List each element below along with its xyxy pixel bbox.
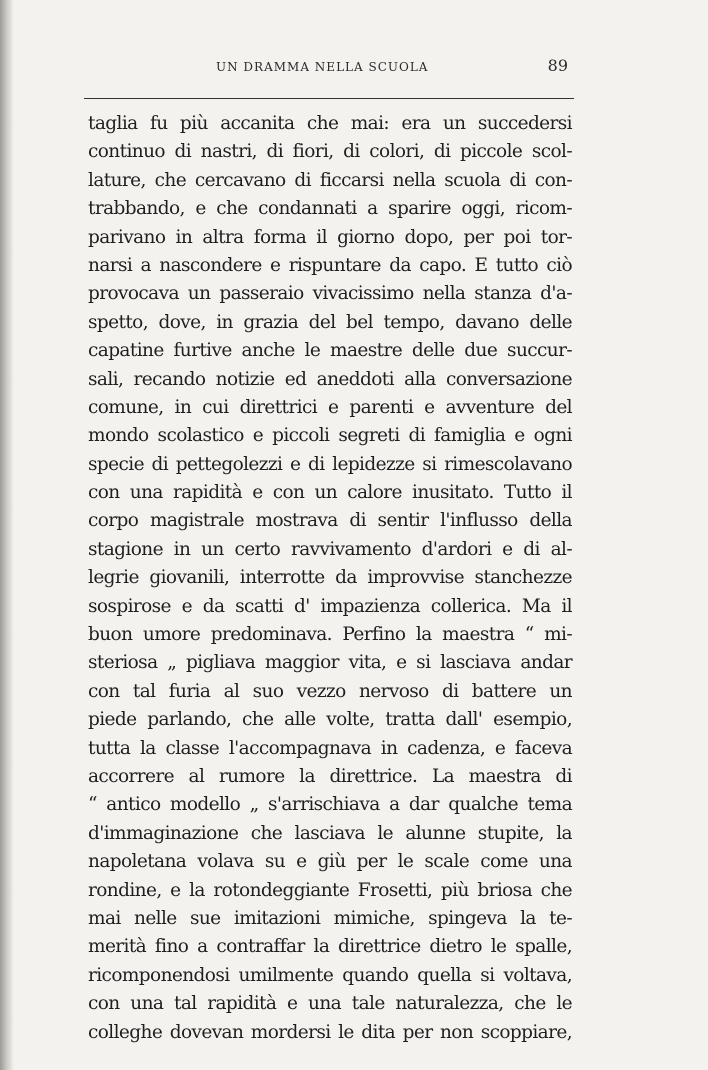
text-line: d'immaginazione che lasciava le alunne stupite, la: [88, 822, 572, 844]
running-title: UN DRAMMA NELLA SCUOLA: [216, 60, 429, 74]
text-line: rondine, e la rotondeggiante Frosetti, più briosa che: [88, 879, 572, 901]
text-line: spetto, dove, in grazia del bel tempo, davano delle: [88, 311, 572, 333]
text-line: con una rapidità e con un calore inusitato. Tutto il: [88, 482, 572, 504]
text-line: capatine furtive anche le maestre delle due succur-: [88, 340, 572, 362]
text-line: taglia fu più accanita che mai: era un succedersi: [88, 113, 572, 134]
text-line: piede parlando, che alle volte, tratta dall' esempio,: [88, 709, 572, 731]
text-line: mai nelle sue imitazioni mimiche, spingeva la te-: [88, 907, 572, 929]
text-line: provocava un passeraio vivacissimo nella stanza d'a-: [88, 283, 572, 305]
page-header: [88, 56, 576, 80]
text-line: merità fino a contraffar la direttrice dietro le spalle,: [88, 936, 572, 958]
header-rule: [84, 98, 574, 99]
text-line: con una tal rapidità e una tale naturalezza, che le: [88, 993, 572, 1015]
text-line: comune, in cui direttrici e parenti e avventure del: [88, 396, 572, 418]
text-line: colleghe dovevan mordersi le dita per non scoppiare,: [88, 1021, 572, 1043]
text-line: con tal furia al suo vezzo nervoso di battere un: [88, 680, 572, 702]
page-binding-shadow: [0, 0, 14, 1070]
text-line: narsi a nascondere e rispuntare da capo. E tutto ciò: [88, 254, 572, 276]
text-line: ricomponendosi umilmente quando quella si voltava,: [88, 964, 572, 986]
text-line: corpo magistrale mostrava di sentir l'influsso della: [88, 510, 572, 532]
text-line: trabbando, e che condannati a sparire oggi, ricom-: [88, 198, 572, 220]
text-line: specie di pettegolezzi e di lepidezze si rimescolavano: [88, 453, 572, 475]
text-line: stagione in un certo ravvivamento d'ardori e di al-: [88, 538, 572, 560]
text-line: “ antico modello „ s'arrischiava a dar qualche tema: [88, 794, 572, 816]
text-line: accorrere al rumore la direttrice. La maestra di: [88, 765, 572, 787]
text-line: continuo di nastri, di fiori, di colori, di piccole scol-: [88, 141, 572, 163]
text-line: sospirose e da scatti d' impazienza collerica. Ma il: [88, 595, 572, 617]
text-line: napoletana volava su e giù per le scale come una: [88, 851, 572, 873]
text-line: legrie giovanili, interrotte da improvvise stanchezze: [88, 567, 572, 589]
text-line: sali, recando notizie ed aneddoti alla conversazione: [88, 368, 572, 390]
text-line: lature, che cercavano di ficcarsi nella scuola di con-: [88, 169, 572, 191]
text-line: mondo scolastico e piccoli segreti di famiglia e ogni: [88, 425, 572, 447]
text-line: parivano in altra forma il giorno dopo, per poi tor-: [88, 226, 572, 248]
text-line: steriosa „ pigliava maggior vita, e si lasciava andar: [88, 652, 572, 674]
body-text: [88, 110, 572, 1047]
page-number: 89: [547, 56, 568, 75]
text-line: tutta la classe l'accompagnava in cadenza, e faceva: [88, 737, 572, 759]
text-line: buon umore predominava. Perfino la maestra “ mi-: [88, 624, 572, 646]
